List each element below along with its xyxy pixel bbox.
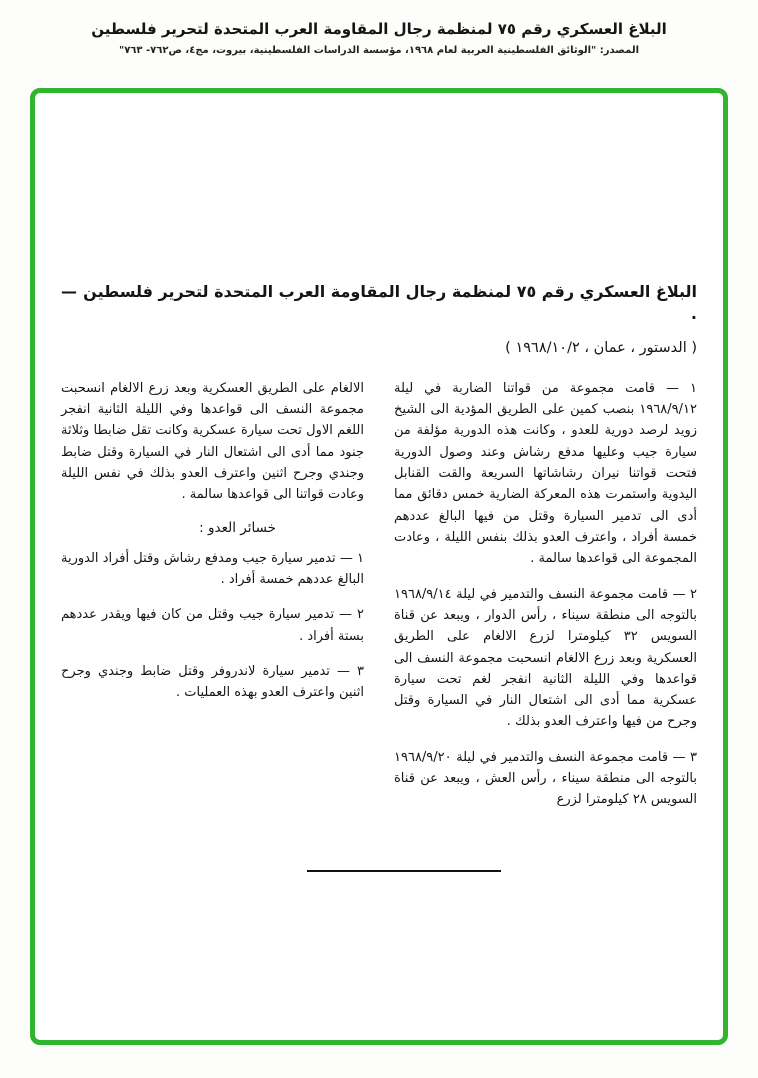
paragraph-operation-1: ١ — قامت مجموعة من قواتنا الضاربة في ليلة ١٩٦٨/٩/١٢ بنصب كمين على الطريق المؤدية الى الشيخ زويد لرصد دورية للعدو ، وكانت هذه الدورية مؤلفة من سيارة جيب وعليها مدفع رشاش وعند وصول الدورية فتحت قواتنا نيران رشاشاتها السريعة والقت القنابل اليدوية واستمرت هذه المعركة الضارية خمس دقائق مما أدى الى تدمير السيارة وقتل من فيها البالغ عددهم خمسة أفراد ، واعترف العدو بذلك بنفس الليلة ، وعادت المجموعة الى قواعدها سالمة . — [394, 380, 697, 567]
paragraph-operation-3: ٣ — قامت مجموعة النسف والتدمير في ليلة ١٩٦٨/٩/٢٠ بالتوجه الى منطقة سيناء ، رأس العش ، ويبعد عن قناة السويس ٢٨ كيلومترا لزرع — [394, 749, 697, 808]
footer-rule — [307, 870, 501, 872]
paragraph-operation-2: ٢ — قامت مجموعة النسف والتدمير في ليلة ١٩٦٨/٩/١٤ بالتوجه الى منطقة سيناء ، رأس الدوار ، ويبعد عن قناة السويس ٣٢ كيلومترا لزرع الالغام على الطريق العسكرية وبعد زرع الالغام انسحبت مجموعة النسف الى قواعدها وفي الليلة الثانية انفجر لغم تحت سيارة عسكرية مما أدى الى اشتعال النار في السيارة وقتل وجرح من فيها واعترف العدو بذلك . — [394, 586, 697, 730]
enemy-losses-heading: خسائر العدو : — [199, 519, 276, 536]
loss-item-3: ٣ — تدمير سيارة لاندروفر وقتل ضابط وجندي وجرح اثنين واعترف العدو بهذه العمليات . — [61, 663, 364, 701]
document-frame — [30, 88, 728, 1045]
column-right — [394, 378, 697, 825]
document-title: البلاغ العسكري رقم ٧٥ لمنظمة رجال المقاومة العرب المتحدة لتحرير فلسطين . — [83, 282, 697, 324]
loss-item-1: ١ — تدمير سيارة جيب ومدفع رشاش وقتل أفراد الدورية البالغ عددهم خمسة أفراد . — [61, 550, 364, 587]
page-header-source: المصدر: "الوثائق الفلسطينية العربية لعام ١٩٦٨، مؤسسة الدراسات الفلسطينية، بيروت، مج٤، ص٧٦٢- ٧٦٣" — [118, 45, 640, 56]
page-header — [0, 0, 758, 56]
loss-item-2: ٢ — تدمير سيارة جيب وقتل من كان فيها ويقدر عددهم بستة أفراد . — [61, 607, 364, 644]
paragraph-continuation: الالغام على الطريق العسكرية وبعد زرع الالغام انسحبت مجموعة النسف الى قواعدها وفي الليلة الثانية انفجر اللغم الاول تحت سيارة عسكرية وكانت تقل ضابطا وثلاثة جنود مما أدى الى اشتعال النار في السيارة وقتل ضابط وجندي وجرح اثنين واعترف العدو بذلك في نفس الليلة وعادت قواتنا الى قواعدها سالمة . — [61, 380, 364, 503]
document-columns — [61, 378, 697, 825]
document-dateline: ( الدستور ، عمان ، ١٩٦٨/١٠/٢ ) — [505, 339, 697, 356]
page-header-title: البلاغ العسكري رقم ٧٥ لمنظمة رجال المقاومة العرب المتحدة لتحرير فلسطين — [91, 20, 667, 38]
document-content — [61, 281, 697, 825]
title-dash-mark: — — [61, 282, 77, 301]
document-title-row — [61, 281, 697, 326]
column-left — [61, 378, 364, 825]
